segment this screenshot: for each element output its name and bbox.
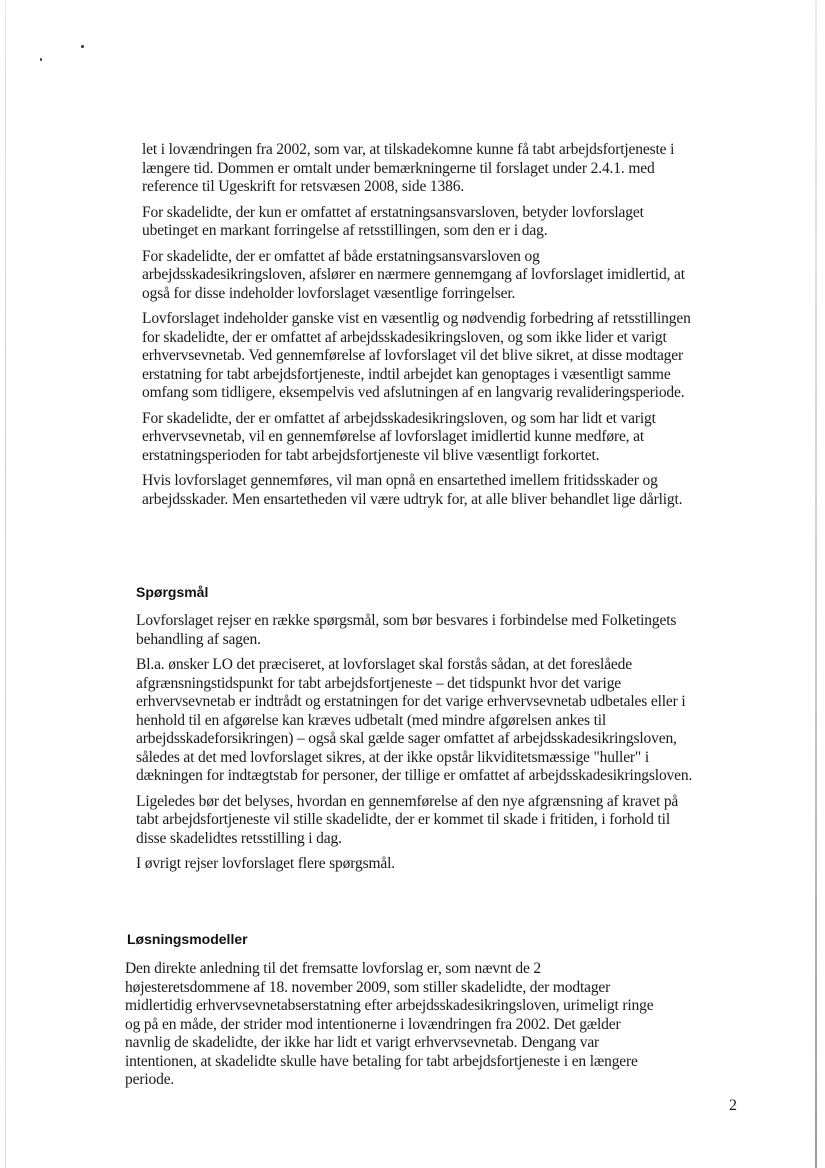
paragraph: For skadelidte, der kun er omfattet af erstatningsansvarsloven, betyder lovforslaget ubetinget en markant forringelse af retsstillingen, som den er i dag. [142,203,644,239]
scan-speck [40,58,42,61]
scan-speck [81,45,84,48]
paragraph: Ligeledes bør det belyses, hvordan en gennemførelse af den nye afgrænsning af kravet på tabt arbejdsfortjeneste vil stille skadelidte, der er kommet til skade i fritiden, i forhold til disse skadelidtes retsstilling i dag. [136,792,679,847]
paragraph: Den direkte anledning til det fremsatte lovforslag er, som nævnt de 2 højesteretsdommene af 18. november 2009, som stiller skadelidte, der modtager midlertidig erhvervsevnetabserstatning efter arbejdsskadesikringsloven, urimeligt ringe og på en måde, der strider mod intentionerne i lovændringen fra 2002. Det gælder navnlig de skadelidte, der ikke har lidt et varigt erhvervsevnetab. Dengang var intentionen, at skadelidte skulle have betaling for tabt arbejdsfortjeneste i en længere periode. [125,960,654,1088]
paragraph: For skadelidte, der er omfattet af både erstatningsansvarsloven og arbejdsskadesikringsloven, afslører en nærmere gennemgang af lovforslaget imidlertid, at også for disse indeholder lovforslaget væsentlige forringelser. [142,247,685,302]
paragraph: Bl.a. ønsker LO det præciseret, at lovforslaget skal forstås sådan, at det foreslåede afgrænsningstidspunkt for tabt arbejdsfortjeneste – det tidspunkt hvor det varige erhvervsevnetab er indtrådt og erstatningen for det varige erhvervsevnetab udbetales eller i henhold til en afgørelse kan kræves udbetalt (med mindre afgørelsen ankes til arbejdsskadeforsikringen) – også skal gælde sager omfattet af arbejdsskadesikringsloven, således at det med lovforslaget sikres, at der ikke opstår likviditetsmæssige "huller" i dækningen for indtægtstab for personer, der tillige er omfattet af arbejdsskadesikringsloven. [136,656,693,784]
body-top [142,141,702,509]
section-heading-solution-models: Løsningsmodeller [127,931,248,947]
paragraph: Hvis lovforslaget gennemføres, vil man opnå en ensartethed imellem fritidsskader og arbejdsskader. Men ensartetheden vil være udtryk for, at alle bliver behandlet lige dårligt. [142,472,683,508]
paragraph: Lovforslaget indeholder ganske vist en væsentlig og nødvendig forbedring af retsstillingen for skadelidte, der er omfattet af arbejdsskadesikringsloven, og som ikke lider et varigt erhvervsevnetab. Ved gennemførelse af lovforslaget vil det blive sikret, at disse modtager erstatning for tabt arbejdsfortjeneste, indtil arbejdet kan genoptages i væsentligt samme omfang som tidligere, eksempelvis ved afslutningen af en langvarig revalideringsperiode. [142,310,691,401]
paragraph: Lovforslaget rejser en række spørgsmål, som bør besvares i forbindelse med Folketingets behandling af sagen. [136,612,677,648]
paragraph: let i lovændringen fra 2002, som var, at tilskadekomne kunne få tabt arbejdsfortjeneste i længere tid. Dommen er omtalt under bemærkningerne til forslaget under 2.4.1. med reference til Ugeskrift for retsvæsen 2008, side 1386. [142,141,675,195]
body-solution-models [125,960,665,1090]
section-heading-questions: Spørgsmål [136,584,209,600]
page-number: 2 [729,1097,737,1114]
paragraph: I øvrigt rejser lovforslaget flere spørgsmål. [136,855,395,872]
scan-edge-right [815,0,817,1168]
body-questions [136,612,702,874]
scan-edge-left [5,0,6,1168]
paragraph: For skadelidte, der er omfattet af arbejdsskadesikringsloven, og som har lidt et varigt erhvervsevnetab, vil en gennemførelse af lovforslaget imidlertid kunne medføre, at erstatningsperioden for tabt arbejdsfortjeneste vil blive væsentligt forkortet. [142,409,656,464]
